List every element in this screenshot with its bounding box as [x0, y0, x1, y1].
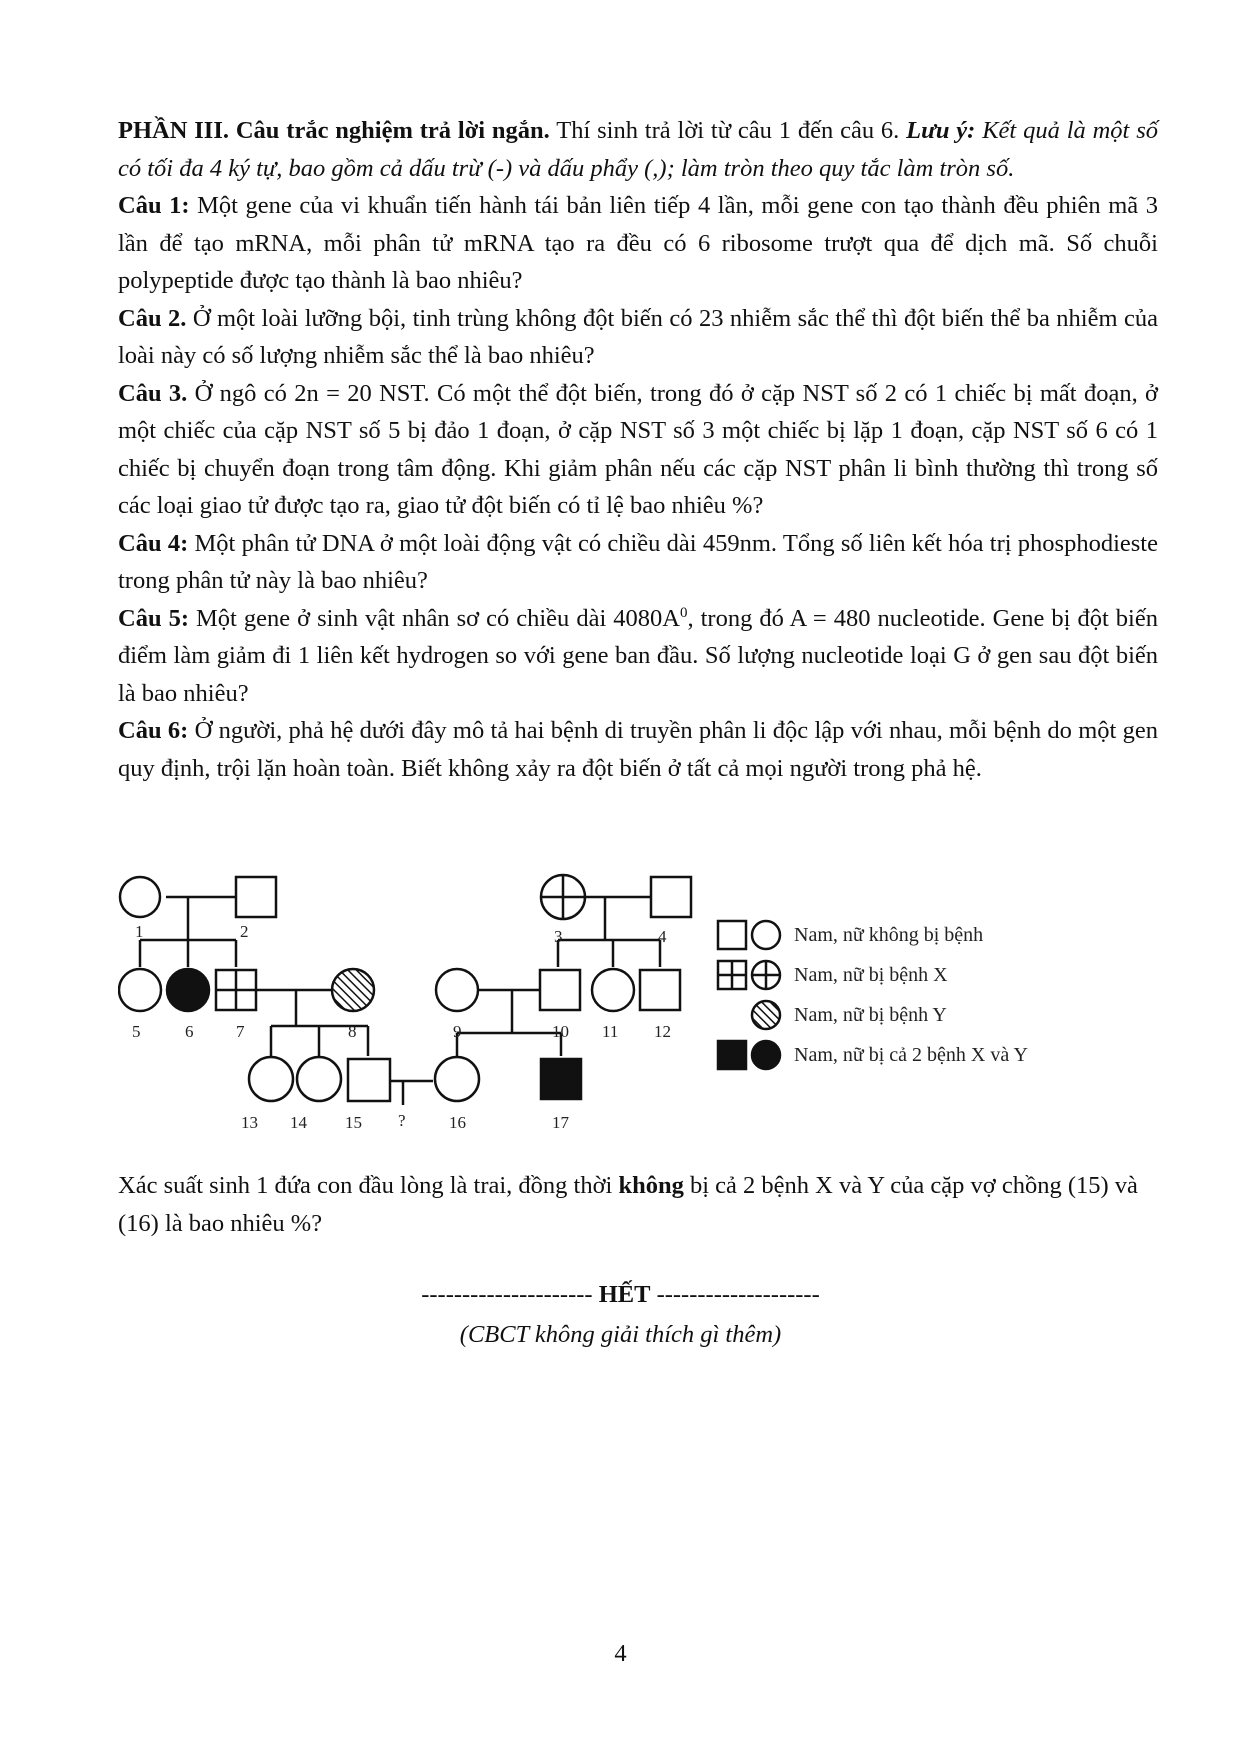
legend-x-label: Nam, nữ bị bệnh X: [794, 964, 948, 986]
individual-1-female: [120, 877, 160, 917]
legend-both-label: Nam, nữ bị cả 2 bệnh X và Y: [794, 1044, 1028, 1066]
legend-y-icon: [752, 1001, 780, 1029]
question-label: Câu 1:: [118, 192, 190, 219]
individual-10-male: [540, 970, 580, 1010]
legend-female-unaffected-icon: [752, 921, 780, 949]
section-instructions: Thí sinh trả lời từ câu 1 đến câu 6.: [549, 117, 907, 144]
question-6: [118, 712, 1158, 787]
page-number: 4: [614, 1640, 627, 1667]
pedigree-question: [118, 1167, 1158, 1242]
question-body-cont: , trong đó A = 480 nucleotide. Gene bị đột biến điểm làm giảm đi 1 liên kết hydrogen so với gene ban đầu. Số lượng nucleotide loại G ở gen sau đột biến là bao nhiêu?: [118, 604, 1158, 707]
question-text-block: [118, 112, 1158, 787]
individual-3-female-x: [541, 875, 585, 919]
label-9: 9: [453, 1022, 462, 1041]
question-body: Ở ngô có 2n = 20 NST. Có một thể đột biến, trong đó ở cặp NST số 2 có 1 chiếc bị mất đoạn, ở một chiếc của cặp NST số 5 bị đảo 1 đoạn, ở cặp NST số 3 một chiếc bị lặp 1 đoạn, cặp NST số 6 có 1 chiếc bị chuyển đoạn trong tâm động. Khi giảm phân nếu các cặp NST phân li bình thường thì trong số các loại giao tử được tạo ra, giao tử đột biến có tỉ lệ bao nhiêu %?: [118, 379, 1158, 519]
question-label: Câu 4:: [118, 529, 189, 557]
legend-unaffected-label: Nam, nữ không bị bệnh: [794, 924, 984, 946]
question-body: Một gene ở sinh vật nhân sơ có chiều dài 4080A: [189, 604, 680, 632]
individual-9-female: [436, 969, 478, 1011]
end-dashes-right: --------------------: [650, 1281, 820, 1308]
individual-4-male: [651, 877, 691, 917]
end-dashes-left: ---------------------: [421, 1281, 599, 1308]
legend-female-x-icon: [752, 961, 780, 989]
label-14: 14: [290, 1113, 307, 1132]
question-1: [118, 187, 1158, 300]
pedigree-question-text: Xác suất sinh 1 đứa con đầu lòng là trai, đồng thời: [118, 1172, 619, 1199]
individual-16-female: [435, 1057, 479, 1101]
legend-female-both-icon: [752, 1041, 780, 1069]
pedigree-numbers: [132, 922, 671, 1132]
section-heading: PHẦN III. Câu trắc nghiệm trả lời ngắn.: [118, 117, 550, 144]
individual-15-male: [348, 1059, 390, 1101]
label-8: 8: [348, 1022, 357, 1041]
label-unknown-child: ?: [398, 1111, 406, 1130]
pedigree-question-bold: không: [618, 1172, 684, 1199]
label-13: 13: [241, 1113, 258, 1132]
question-label: Câu 5:: [118, 604, 189, 632]
label-12: 12: [654, 1022, 671, 1041]
individual-8-female-y: [332, 969, 374, 1011]
label-3: 3: [554, 927, 563, 946]
individual-14-female: [297, 1057, 341, 1101]
label-17: 17: [552, 1113, 569, 1132]
label-15: 15: [345, 1113, 362, 1132]
question-2: [118, 300, 1158, 375]
label-10: 10: [552, 1022, 569, 1041]
pedigree-legend: [718, 921, 1028, 1069]
legend-male-x-icon: [718, 961, 746, 989]
individual-13-female: [249, 1057, 293, 1101]
label-11: 11: [602, 1022, 619, 1041]
question-body: Một phân tử DNA ở một loài động vật có chiều dài 459nm. Tổng số liên kết hóa trị phosphodieste trong phân tử này là bao nhiêu?: [118, 529, 1158, 594]
note-label: Lưu ý:: [906, 117, 976, 144]
end-het: HẾT: [598, 1281, 651, 1308]
end-note: (CBCT không giải thích gì thêm): [459, 1321, 782, 1348]
individual-12-male: [640, 970, 680, 1010]
question-label: Câu 3.: [118, 379, 188, 407]
label-6: 6: [185, 1022, 194, 1041]
label-5: 5: [132, 1022, 141, 1041]
question-label: Câu 2.: [118, 304, 187, 332]
individual-17-male-both: [541, 1059, 581, 1099]
individual-2-male: [236, 877, 276, 917]
question-4: [118, 525, 1158, 600]
question-label: Câu 6:: [118, 717, 189, 744]
individual-7-male-x: [216, 970, 256, 1010]
label-2: 2: [240, 922, 249, 941]
legend-male-both-icon: [718, 1041, 746, 1069]
end-marker: [0, 1280, 1241, 1310]
pedigree-question-text-cont: bị cả 2 bệnh X và Y của cặp vợ chồng (15) và (16) là bao nhiêu %?: [118, 1172, 1138, 1237]
question-body: Ở một loài lưỡng bội, tinh trùng không đột biến có 23 nhiễm sắc thể thì đột biến thể ba nhiễm của loài này có số lượng nhiễm sắc thể là bao nhiêu?: [118, 304, 1158, 369]
superscript: 0: [679, 604, 688, 621]
legend-y-label: Nam, nữ bị bệnh Y: [794, 1004, 947, 1026]
question-body: Ở người, phả hệ dưới đây mô tả hai bệnh di truyền phân li độc lập với nhau, mỗi bệnh do một gen quy định, trội lặn hoàn toàn. Biết không xảy ra đột biến ở tất cả mọi người trong phả hệ.: [118, 717, 1158, 782]
label-1: 1: [135, 922, 144, 941]
label-16: 16: [449, 1113, 466, 1132]
individual-5-female: [119, 969, 161, 1011]
label-7: 7: [236, 1022, 245, 1041]
label-4: 4: [658, 927, 667, 946]
individual-11-female: [592, 969, 634, 1011]
pedigree-chart: [118, 860, 1178, 1160]
note-text: Kết quả là một số có tối đa 4 ký tự, bao gồm cả dấu trừ (-) và dấu phẩy (,); làm tròn theo quy tắc làm tròn số.: [118, 117, 1158, 182]
section-intro: [118, 112, 1158, 187]
question-3: [118, 375, 1158, 525]
question-body: Một gene của vi khuẩn tiến hành tái bản liên tiếp 4 lần, mỗi gene con tạo thành đều phiên mã 3 lần để tạo mRNA, mỗi phân tử mRNA tạo ra đều có 6 ribosome trượt qua để dịch mã. Số chuỗi polypeptide được tạo thành là bao nhiêu?: [118, 192, 1158, 294]
individual-6-female-both: [167, 969, 209, 1011]
question-5: [118, 600, 1158, 713]
legend-male-unaffected-icon: [718, 921, 746, 949]
